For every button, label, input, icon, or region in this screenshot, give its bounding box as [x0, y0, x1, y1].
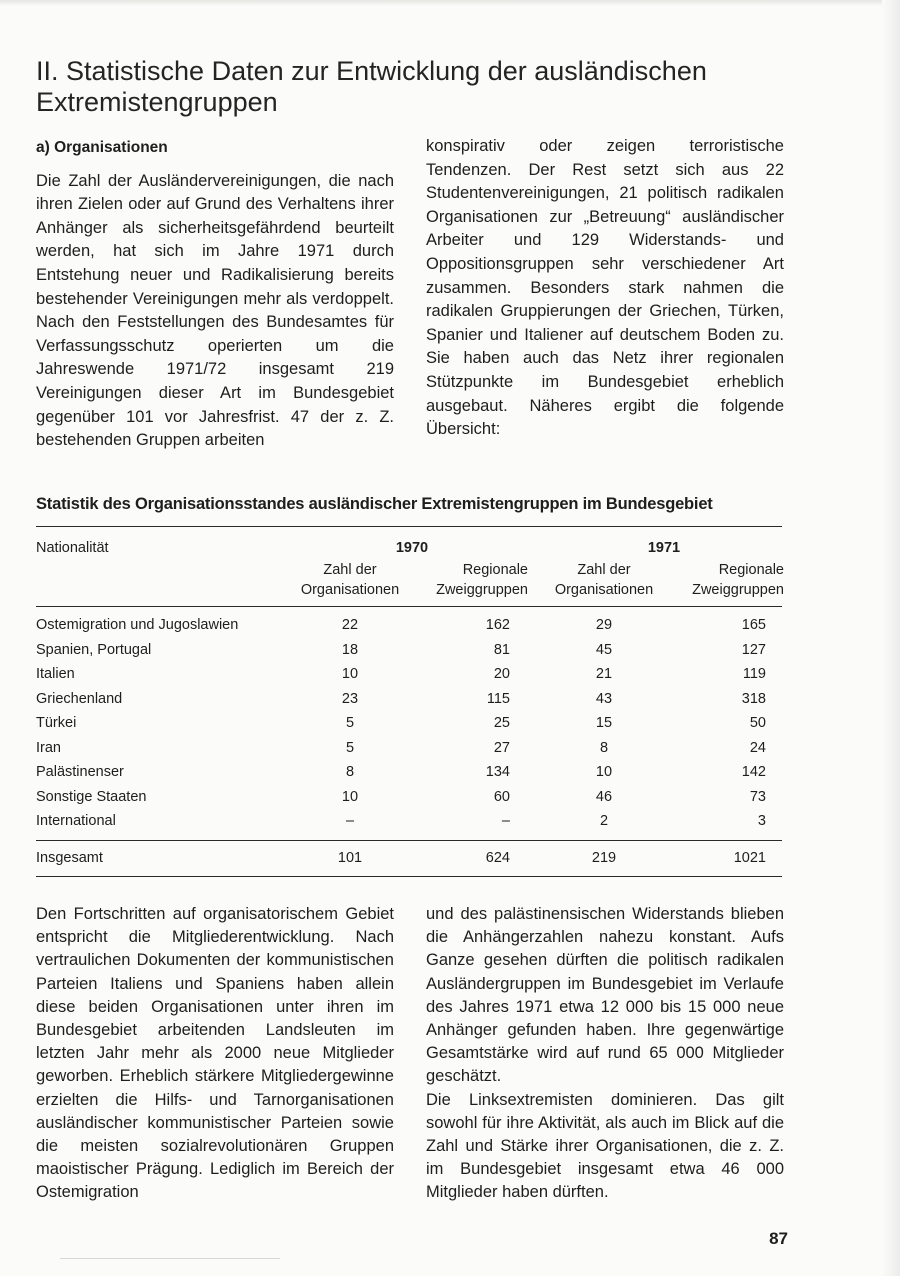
column-header-branches-1970 [418, 560, 528, 600]
table-row-cell: – [345, 813, 355, 829]
table-row-cell: 45 [595, 641, 613, 658]
table-row-cell: 29 [595, 617, 613, 633]
table-row-label: International [36, 813, 116, 829]
table-row-cell: 165 [741, 617, 766, 633]
table-row-label: Palästinenser [36, 764, 124, 780]
table-row-cell: 115 [486, 690, 510, 707]
header-line: Zahl der [323, 562, 377, 578]
table-row-cell: 8 [599, 739, 609, 756]
table-row-cell: 162 [485, 617, 510, 633]
table-row-cell: 10 [341, 788, 359, 805]
column-header-year-1970: 1970 [395, 540, 429, 556]
bottom-right-text-1: und des palästinensischen Widerstands blieben die Anhängerzahlen nahezu konstant. Aufs Ganze gesehen dürften die politisch radikalen Ausländergruppen im Bundesgebiet im Verlaufe des Jahres 1971 etwa 12 000 bis 15 000 neue Anhänger gefunden haben. Ihre gegenwärtige Gesamtstärke wird auf rund 65 000 Mitglieder geschätzt. [426, 905, 784, 1086]
page-top-edge [0, 0, 900, 6]
intro-left-text: Die Zahl der Ausländervereinigungen, die nach ihren Zielen oder auf Grund des Verhaltens ihrer Anhänger als sicherheitsgefährdend beurteilt werden, hat sich im Jahre 1971 durch Entstehung neuer und Radikalisierung bereits bestehender Vereinigungen mehr als verdoppelt. Nach den Feststellungen des Bundesamtes für Verfassungsschutz operierten um die Jahreswende 1971/72 insgesamt 219 Vereinigungen dieser Art im Bundesgebiet gegenüber 101 vor Jahresfrist. 47 der z. Z. bestehenden Gruppen arbeiten [36, 171, 394, 450]
table-row-label: Griechenland [36, 690, 123, 707]
table-row-cell: 119 [742, 666, 766, 682]
table-row-label: Türkei [36, 715, 77, 731]
page-number: 87 [769, 1229, 788, 1248]
column-header-branches-1971 [672, 560, 784, 600]
table-row-cell: 22 [341, 617, 359, 633]
table-row-cell: 134 [485, 764, 510, 780]
page-right-edge [882, 0, 900, 1276]
column-header-year-1971: 1971 [647, 540, 681, 556]
header-line: Organisationen [300, 582, 400, 598]
bottom-smudge-rule [60, 1258, 280, 1259]
table-total-row-cell: 219 [591, 850, 617, 866]
bottom-right-text-2: Die Linksextremisten dominieren. Das gilt sowohl für ihre Aktivität, als auch im Blick auf die Zahl und Stärke ihrer Organisationen, die z. Z. im Bundesgebiet insgesamt etwa 46 000 Mitglieder haben dürften. [426, 1090, 784, 1202]
table-row-cell: 24 [749, 739, 766, 756]
header-line: Regionale [462, 562, 528, 578]
bottom-right-column [426, 903, 784, 1205]
column-header-nationality: Nationalität [36, 540, 109, 556]
table-row-cell: 8 [345, 764, 355, 780]
table-total-row-cell: 1021 [733, 850, 766, 866]
table-row-label: Ostemigration und Jugoslawien [36, 617, 239, 633]
table-row-cell: 46 [595, 788, 613, 805]
table-row-label: Iran [36, 739, 61, 756]
table-row-cell: 10 [341, 666, 359, 682]
table-row-cell: 23 [341, 690, 359, 707]
table-row-cell: 73 [749, 788, 766, 805]
table-header-rule [36, 606, 782, 607]
table-row-cell: 142 [741, 764, 766, 780]
table-row-label: Italien [36, 666, 75, 682]
intro-right-column [426, 135, 784, 442]
table-row-cell: – [501, 813, 510, 829]
table-total-rule [36, 840, 782, 841]
table-row-cell: 5 [345, 715, 355, 731]
table-row-cell: 2 [599, 813, 609, 829]
table-row-cell: 127 [741, 641, 766, 658]
table-row-cell: 21 [595, 666, 613, 682]
column-header-org-1970 [290, 560, 410, 600]
table-row-label: Spanien, Portugal [36, 641, 152, 658]
table-title: Statistik des Organisationsstandes ausländischer Extremistengruppen im Bundesgebiet [36, 495, 713, 513]
header-line: Regionale [718, 562, 784, 578]
table-row-cell: 81 [493, 641, 510, 658]
table-row-cell: 60 [493, 788, 510, 805]
table-row-cell: 15 [595, 715, 613, 731]
page-title: II. Statistische Daten zur Entwicklung der ausländischen Extremistengruppen [36, 56, 707, 117]
table-row-cell: 318 [741, 690, 766, 707]
header-line: Zweiggruppen [436, 582, 528, 598]
bottom-left-column [36, 903, 394, 1205]
table-row-cell: 5 [345, 739, 355, 756]
table-row-cell: 10 [595, 764, 613, 780]
section-heading: a) Organisationen [36, 139, 168, 156]
table-total-row-cell: 101 [337, 850, 363, 866]
table-row-cell: 3 [757, 813, 766, 829]
header-line: Zahl der [577, 562, 631, 578]
table-row-cell: 50 [749, 715, 766, 731]
header-line: Organisationen [554, 582, 654, 598]
table-bottom-rule [36, 876, 782, 877]
table-row-label: Sonstige Staaten [36, 788, 147, 805]
table-row-cell: 18 [341, 641, 359, 658]
header-line: Zweiggruppen [692, 582, 784, 598]
intro-left-column [36, 136, 394, 453]
column-header-org-1971 [544, 560, 664, 600]
table-row-cell: 27 [493, 739, 510, 756]
bottom-left-text: Den Fortschritten auf organisatorischem Gebiet entspricht die Mitgliederentwicklung. Nach vertraulichen Dokumenten der kommunistischen Parteien Italiens und Spaniens haben allein diese beiden Organisationen unter ihren im Bundesgebiet arbeitenden Landsleuten im letzten Jahr mehr als 2000 neue Mitglieder geworben. Erheblich stärkere Mitgliedergewinne erzielten die Hilfs- und Tarnorganisationen ausländischer kommunistischer Parteien sowie die meisten sozialrevolutionären Gruppen maoistischer Prägung. Lediglich im Bereich der Ostemigration [36, 905, 394, 1202]
table-total-row-label: Insgesamt [36, 850, 103, 866]
table-row-cell: 20 [493, 666, 510, 682]
table-top-rule [36, 526, 782, 527]
table-total-row-cell: 624 [485, 850, 510, 866]
intro-right-text: konspirativ oder zeigen terroristische Tendenzen. Der Rest setzt sich aus 22 Studentenvereinigungen, 21 politisch radikalen Organisationen zur „Betreuung“ ausländischer Arbeiter und 129 Widerstands- und Oppositionsgruppen sehr verschiedener Art zusammen. Besonders stark nahmen die radikalen Gruppierungen der Griechen, Türken, Spanier und Italiener auf deutschem Boden zu. Sie haben auch das Netz ihrer regionalen Stützpunkte im Bundesgebiet erheblich ausgebaut. Näheres ergibt die folgende Übersicht: [426, 137, 784, 439]
table-row-cell: 43 [595, 690, 613, 707]
table-row-cell: 25 [493, 715, 510, 731]
